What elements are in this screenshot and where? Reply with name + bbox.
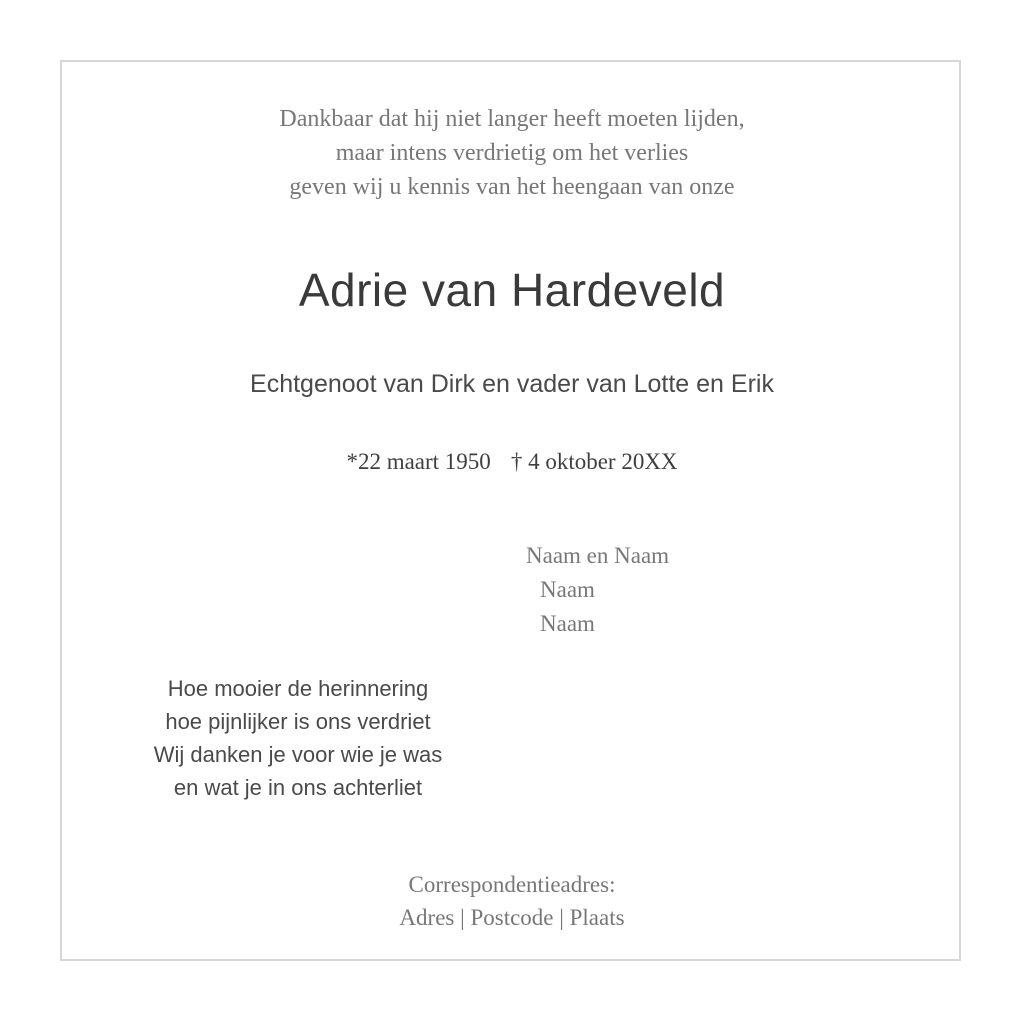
family-line-3: Naam <box>540 611 595 636</box>
intro-text <box>0 102 1024 204</box>
intro-line-2: maar intens verdrietig om het verlies <box>335 140 689 166</box>
address-value: Adres | Postcode | Plaats <box>399 905 625 930</box>
death-date: † 4 oktober 20XX <box>510 449 678 474</box>
poem <box>98 672 498 804</box>
family-line-1: Naam en Naam <box>526 543 670 568</box>
poem-line-2: hoe pijnlijker is ons verdriet <box>165 709 431 734</box>
address-label: Correspondentieadres: <box>408 872 616 897</box>
intro-line-1: Dankbaar dat hij niet langer heeft moeten lijden, <box>279 106 745 132</box>
deceased-name: Adrie van Hardeveld <box>298 264 726 316</box>
life-dates <box>0 446 1024 478</box>
family-line-2: Naam <box>540 577 595 602</box>
relation-text: Echtgenoot van Dirk en vader van Lotte en Erik <box>250 370 774 398</box>
family-names <box>526 539 669 641</box>
birth-date: *22 maart 1950 <box>346 449 491 474</box>
poem-line-3: Wij danken je voor wie je was <box>153 742 443 767</box>
poem-line-4: en wat je in ons achterliet <box>173 775 423 800</box>
correspondence-address <box>0 868 1024 934</box>
poem-line-1: Hoe mooier de herinnering <box>167 676 429 701</box>
intro-line-3: geven wij u kennis van het heengaan van onze <box>289 174 735 200</box>
